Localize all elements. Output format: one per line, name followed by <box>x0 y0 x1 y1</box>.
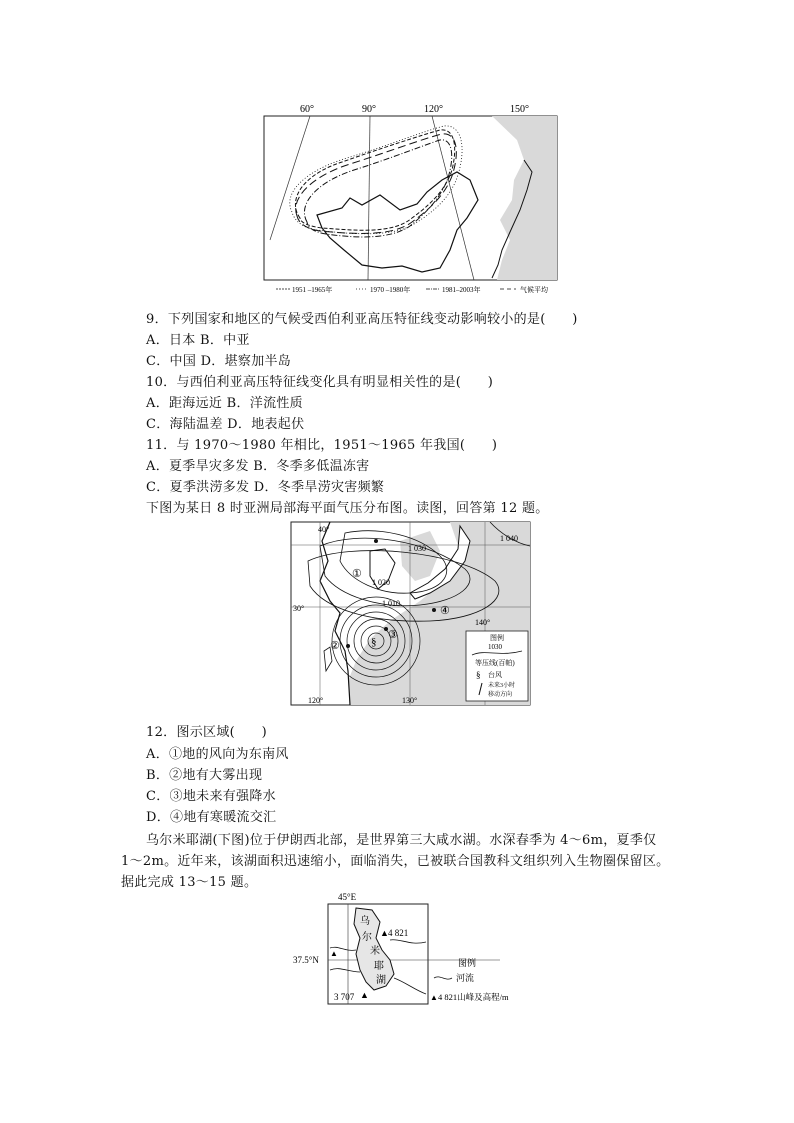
q10-stem: 10．与西伯利亚高压特征线变化具有明显相关性的是( ) <box>146 375 494 390</box>
marker-4: ④ <box>440 605 450 617</box>
q10-options-cd: C．海陆温差 D．地表起伏 <box>146 417 305 432</box>
grid-label-40: 40° <box>318 525 330 534</box>
legend-move-2: 移动方向 <box>488 692 513 698</box>
q9-stem: 9．下列国家和地区的气候受西伯利亚高压特征线变动影响较小的是( ) <box>146 312 578 327</box>
lake-char-1: 乌 <box>360 916 370 927</box>
intro13-line3: 据此完成 13～15 题。 <box>121 875 258 890</box>
lake-char-3: 米 <box>370 946 380 957</box>
q9-options-cd: C．中国 D．堪察加半岛 <box>146 354 292 369</box>
grid-label-130: 130° <box>402 696 418 705</box>
lake-urmia-map <box>290 890 540 1008</box>
legend-typhoon: 台风 <box>488 671 502 679</box>
isobar-label-1040: 1 040 <box>500 534 518 543</box>
peak-icon-1: ▲ <box>380 928 389 938</box>
q9-options-ab: A．日本 B．中亚 <box>146 333 250 348</box>
legend-1951-1965: 1951 –1965年 <box>292 286 333 294</box>
grid-label-120: 120° <box>308 696 324 705</box>
q12-option-b: B．②地有大雾出现 <box>146 768 263 783</box>
pressure-map <box>290 521 532 709</box>
legend-isobar: 等压线(百帕) <box>475 659 515 667</box>
marker-2: ② <box>330 640 340 652</box>
q12-option-d: D．④地有寒暖流交汇 <box>146 810 277 825</box>
legend-value: 1030 <box>488 643 502 651</box>
grid-label-30: 30° <box>293 604 305 613</box>
q11-options-ab: A．夏季旱灾多发 B．冬季多低温冻害 <box>146 459 370 474</box>
q12-stem: 12．图示区域( ) <box>146 725 267 740</box>
legend-1981-2003: 1981–2003年 <box>442 286 481 294</box>
isobar-label-1030: 1 030 <box>408 544 426 553</box>
lon-label: 45°E <box>338 892 357 902</box>
peak-icon-west: ▲ <box>330 949 338 958</box>
isobar-label-1010: 1 010 <box>382 599 400 608</box>
peak-label-2: 3 707 <box>334 992 355 1002</box>
legend-river-icon <box>434 977 452 979</box>
lat-label: 37.5°N <box>293 955 319 965</box>
legend-typhoon-icon: § <box>476 670 481 680</box>
marker-3: ③ <box>388 629 398 641</box>
legend-title: 图例 <box>458 958 477 968</box>
intro13-line2: 1～2m。近年来，该湖面积迅速缩小，面临消失，已被联合国教科文组织列入生物圈保留区。 <box>121 854 670 869</box>
legend-move-1: 未来3小时 <box>488 683 516 689</box>
lake-char-2: 尔 <box>362 932 372 943</box>
legend-peak: 4 821山峰及高程/m <box>438 992 509 1002</box>
lon-label-150: 150° <box>510 104 529 115</box>
q12-option-a: A．①地的风向为东南风 <box>146 747 289 762</box>
q11-stem: 11．与 1970～1980 年相比，1951～1965 年我国( ) <box>146 438 498 453</box>
isobar-label-1020: 1 020 <box>372 578 390 587</box>
lon-label-90: 90° <box>362 104 376 115</box>
legend-title: 图例 <box>490 634 504 642</box>
intro13-line1: 乌尔米耶湖(下图)位于伊朗西北部，是世界第三大咸水湖。水深春季为 4～6m，夏季仅 <box>146 833 657 848</box>
typhoon-symbol: § <box>371 636 377 648</box>
lon-label-120: 120° <box>424 104 443 115</box>
lon-label-60: 60° <box>300 104 314 115</box>
q11-options-cd: C．夏季洪涝多发 D．冬季旱涝灾害频繁 <box>146 480 385 495</box>
legend-climate-average: 气候平均 <box>520 286 548 294</box>
peak-icon-2: ▲ <box>360 990 369 1000</box>
lake-char-4: 耶 <box>374 961 384 972</box>
legend-1970-1980: 1970 –1980年 <box>370 286 411 294</box>
grid-label-140: 140° <box>475 618 491 627</box>
q10-options-ab: A．距海远近 B．洋流性质 <box>146 396 303 411</box>
q12-option-c: C．③地未来有强降水 <box>146 789 276 804</box>
legend-peak-icon: ▲ <box>430 993 438 1002</box>
legend-river: 河流 <box>456 973 475 983</box>
marker-1: ① <box>352 568 362 580</box>
peak-label-1: 4 821 <box>388 928 409 938</box>
lake-char-5: 湖 <box>376 975 386 986</box>
q12-intro: 下图为某日 8 时亚洲局部海平面气压分布图。读图，回答第 12 题。 <box>146 501 549 516</box>
siberian-high-map <box>262 100 562 296</box>
